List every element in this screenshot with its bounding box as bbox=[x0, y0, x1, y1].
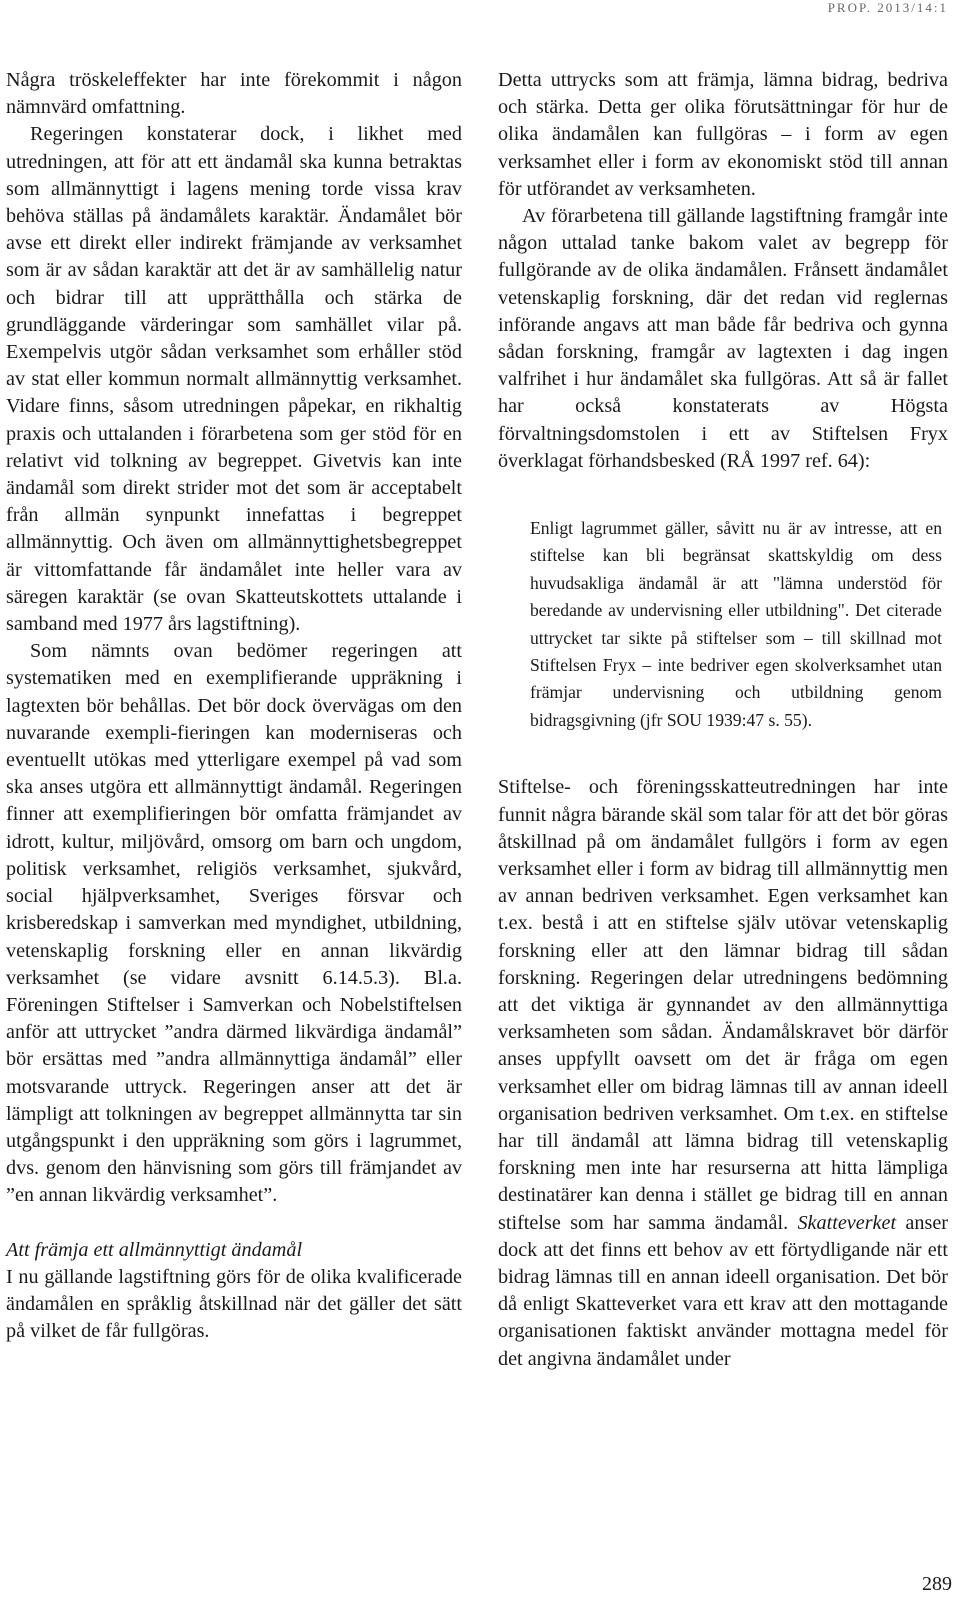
paragraph: Detta uttrycks som att främja, lämna bidrag, bedriva och stärka. Detta ger olika förutsättningar för hur de olika ändamålen kan fullgöras – i form av egen verksamhet eller i form av ekonomiskt stöd till annan för utförandet av verksamheten. bbox=[498, 69, 948, 200]
paragraph: I nu gällande lagstiftning görs för de olika kvalificerade ändamålen en språklig åtskillnad när det gäller det sätt på vilket de får fullgöras. bbox=[6, 1265, 462, 1343]
running-head: PROP. 2013/14:1 bbox=[827, 0, 948, 15]
page-number: 289 bbox=[922, 1573, 952, 1595]
right-column bbox=[498, 67, 948, 1373]
text-run: anser dock att det finns ett behov av ett förtydligande när ett bidrag lämnas till en annan ideell organisation. Det bör då enligt Skatteverket vara ett krav att den mottagande organisationen faktiskt använder mottagna medel för det angivna ändamålet under bbox=[498, 1211, 949, 1370]
left-column bbox=[6, 67, 462, 1345]
paragraph: Några tröskeleffekter har inte förekommit i någon nämnvärd omfattning. bbox=[6, 69, 462, 119]
section-heading: Att främja ett allmännyttigt ändamål bbox=[6, 1238, 303, 1261]
paragraph: Som nämnts ovan bedömer regeringen att systematiken med en exemplifierande uppräkning i lagtexten bör behållas. Det bör dock övervägas om den nuvarande exempli-fieringen kan moderniseras och eventuellt utökas med ytterligare exempel på vad som ska anses utgöra ett allmännyttigt ändamål. Regeringen finner att exemplifieringen bör omfatta främjandet av idrott, kultur, miljövård, omsorg om barn och ungdom, politisk verksamhet, religiös verksamhet, sjukvård, social hjälpverksamhet, Sveriges försvar och krisberedskap i samverkan med myndighet, utbildning, vetenskaplig forskning eller en annan likvärdig verksamhet (se vidare avsnitt 6.14.5.3). Bl.a. Föreningen Stiftelser i Samverkan och Nobelstiftelsen anför att uttrycket ”andra därmed likvärdiga ändamål” bör ersättas med ”andra allmännyttiga ändamål” eller motsvarande uttryck. Regeringen anser att det är lämpligt att tolkningen av begreppet allmännytta tar sin utgångspunkt i den uppräkning som görs i lagrummet, dvs. genom den hänvisning som görs till främjandet av ”en annan likvärdig verksamhet”. bbox=[6, 640, 462, 1207]
emphasis-skatteverket: Skatteverket bbox=[797, 1211, 897, 1234]
paragraph: Regeringen konstaterar dock, i likhet med utredningen, att för att ett ändamål ska kunna betraktas som allmännyttigt i lagens mening torde vissa krav behöva ställas på ändamålets karaktär. Ändamålet bör avse ett direkt eller indirekt främjande av verksamhet som är av sådan karaktär att det är av samhällelig natur och bidrar till att upprätthålla och stärka de grundläggande värderingar som samhället vilar på. Exempelvis utgör sådan verksamhet som erhåller stöd av stat eller kommun normalt allmännyttig verksamhet. Vidare finns, såsom utredningen påpekar, en rikhaltig praxis och uttalanden i förarbetena som ger stöd för en relativt vid tolkning av begreppet. Givetvis kan inte ändamål som direkt strider mot det som är acceptabelt från allmän synpunkt innefattas i begreppet allmännyttig. Och även om allmännyttighetsbegreppet är vittomfattande får ändamålet inte heller vara av säregen karaktär (se ovan Skatteutskottets uttalande i samband med 1977 års lagstiftning). bbox=[6, 123, 462, 636]
paragraph: Av förarbetena till gällande lagstiftning framgår inte någon uttalad tanke bakom valet av begrepp för fullgörande av de olika ändamålen. Frånsett ändamålet vetenskaplig forskning, där det redan vid reglernas införande angavs att man både får bedriva och gynna sådan forskning, framgår av lagtexten i dag ingen valfrihet i hur ändamålet ska fullgöras. Att så är fallet har också konstaterats av Högsta förvaltningsdomstolen i ett av Stiftelsen Fryx överklagat förhandsbesked (RÅ 1997 ref. 64): bbox=[498, 205, 948, 472]
paragraph bbox=[498, 774, 948, 1372]
block-quote: Enligt lagrummet gäller, såvitt nu är av intresse, att en stiftelse kan bli begränsat skattskyldig om dess huvudsakliga ändamål är att "lämna understöd för beredande av undervisning eller utbildning". Det citerade uttrycket tar sikte på stiftelser som – till skillnad mot Stiftelsen Fryx – inte bedriver egen skolverksamhet utan främjar undervisning och utbildning genom bidragsgivning (jfr SOU 1939:47 s. 55). bbox=[530, 518, 942, 730]
text-run: Stiftelse- och föreningsskatteutredningen har inte funnit några bärande skäl som talar för att det bör göras åtskillnad på om ändamålet fullgörs i form av egen verksamhet eller i form av bidrag till allmännyttig men av annan bedriven verksamhet. Egen verksamhet kan t.ex. bestå i att en stiftelse själv utövar vetenskaplig forskning eller att den lämnar bidrag till sådan forskning. Regeringen delar utredningens bedömning att det viktiga är gynnandet av den allmännyttiga verksamheten som sådan. Ändamålskravet bör därför anses uppfyllt oavsett om det är fråga om egen verksamhet eller om bidrag lämnas till av annan ideell organisation bedriven verksamhet. Om t.ex. en stiftelse har till ändamål att lämna bidrag till vetenskaplig forskning men inte har resurserna att hitta lämpliga destinatärer kan denna i stället ge bidrag till en annan stiftelse som har samma ändamål. bbox=[498, 776, 948, 1234]
